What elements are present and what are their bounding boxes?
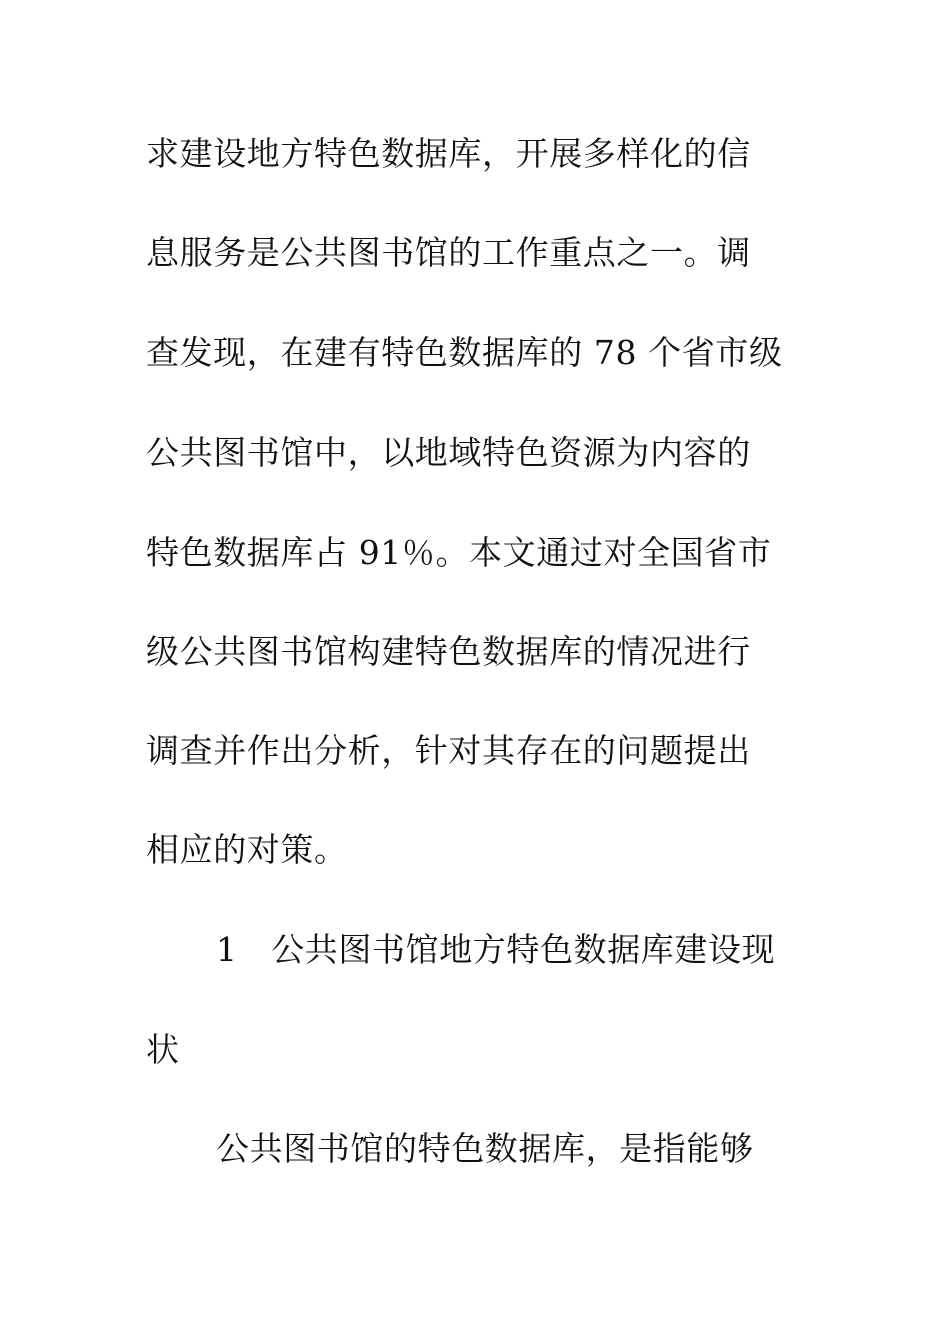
section-heading: 1 公共图书馆地方特色数据库建设现: [216, 930, 776, 969]
body-text-line: 息服务是公共图书馆的工作重点之一。调: [146, 233, 751, 272]
body-text-line: 特色数据库占 91％。本文通过对全国省市: [146, 533, 772, 572]
paragraph-first-line: 公共图书馆的特色数据库，是指能够: [216, 1129, 754, 1168]
body-text-line: 求建设地方特色数据库，开展多样化的信: [146, 134, 751, 173]
body-text-line: 公共图书馆中，以地域特色资源为内容的: [146, 433, 751, 472]
body-text-line: 调查并作出分析，针对其存在的问题提出: [146, 731, 751, 770]
body-text-line: 级公共图书馆构建特色数据库的情况进行: [146, 632, 751, 671]
body-text-line: 查发现，在建有特色数据库的 78 个省市级: [146, 333, 783, 372]
section-heading-continuation: 状: [146, 1030, 180, 1069]
body-text-line: 相应的对策。: [146, 830, 348, 869]
